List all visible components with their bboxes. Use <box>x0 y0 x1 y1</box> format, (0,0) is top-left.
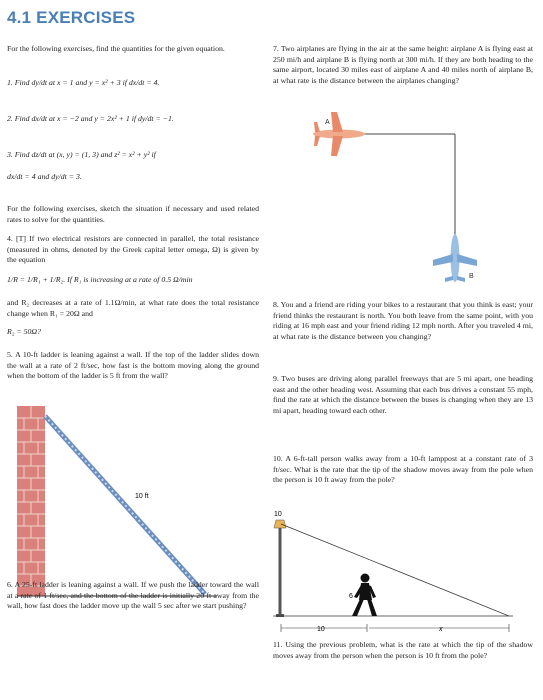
plane-b-label: B <box>469 273 474 280</box>
exercise-5: 5. A 10-ft ladder is leaning against a wall. If the top of the ladder slides down the wall at a rate of 2 ft/sec, how fast is the bottom moving along the ground when the bottom of the ladder is 5 ft from the wall? <box>7 350 259 381</box>
brick-wall <box>17 406 45 596</box>
exercise-1: 1. Find dy/dt at x = 1 and y = x² + 3 if dx/dt = 4. <box>7 78 160 87</box>
lamppost-figure <box>273 510 533 636</box>
exercise-2: 2. Find dx/dt at x = −2 and y = 2x² + 1 if dy/dt = −1. <box>7 114 174 123</box>
distance-label: 10 <box>317 626 325 633</box>
intro-text-2: For the following exercises, sketch the situation if necessary and used related rates to solve for the quantities. <box>7 204 259 224</box>
exercise-9: 9. Two buses are driving along parallel freeways that are 5 mi apart, one heading east and the other heading west. Assuming that each bus drives a constant 55 mph, find the rate at which the distance between the buses is changing when they are 13 mi apart, heading toward each other. <box>273 374 533 415</box>
light-ray-line <box>281 524 509 616</box>
page-title: 4.1 EXERCISES <box>7 8 136 27</box>
exercise-11: 11. Using the previous problem, what is the rate at which the tip of the shadow moves away from the person when the person is 10 ft from the pole? <box>273 640 533 660</box>
plane-a-label: A <box>325 119 330 126</box>
exercise-7: 7. Two airplanes are flying in the air at the same height: airplane A is flying east at 250 mi/h and airplane B is flying north at 300 mi/h. If they are both heading to the same airport, located 30 miles east of airplane A and 40 miles north of airplane B, at what rate is the distance between the airplanes changing? <box>273 44 533 85</box>
lamppost-icon <box>274 520 286 617</box>
left-column <box>7 44 259 694</box>
exercise-4-part3: and R₂ decreases at a rate of 1.1Ω/min, at what rate does the total resistance change when R₁ = 20Ω and <box>7 298 259 318</box>
airplanes-figure <box>293 106 513 286</box>
lamppost-height-label: 10 <box>274 511 282 518</box>
person-icon <box>352 574 377 617</box>
exercise-3-line2: dx/dt = 4 and dy/dt = 3. <box>7 172 82 181</box>
right-column <box>273 44 533 694</box>
exercise-4-part1: 4. [T] If two electrical resistors are connected in parallel, the total resistance (measured in ohms, denoted by the Greek capital letter omega, Ω) is given by the equation <box>7 234 259 265</box>
ladder-figure <box>7 402 259 602</box>
ladder-length-label: 10 ft <box>135 493 149 500</box>
exercise-6: 6. A 25-ft ladder is leaning against a wall. If we push the ladder toward the wall at a rate of 1 ft/sec, and the bottom of the ladder is initially 20 ft away from the wall, how fast does the ladder move up the wall 5 sec after we start pushing? <box>7 580 259 611</box>
ladder <box>45 416 205 594</box>
exercise-8: 8. You and a friend are riding your bikes to a restaurant that you think is east; your friend thinks the restaurant is north. You both leave from the same point, with you riding at 16 mph east and your friend riding 12 mph north. After you traveled 4 mi, at what rate is the distance between you changing? <box>273 300 533 341</box>
exercise-4-part2: 1/R = 1/R₁ + 1/R₂. If R₁ is increasing at a rate of 0.5 Ω/min <box>7 275 193 284</box>
airplane-a-icon <box>313 112 365 156</box>
exercise-4-part4: R₂ = 50Ω? <box>7 327 41 336</box>
exercise-10: 10. A 6-ft-tall person walks away from a 10-ft lamppost at a constant rate of 3 ft/sec. What is the rate that the tip of the shadow moves away from the pole when the person is 10 ft away from the pole? <box>273 454 533 485</box>
person-height-label: 6 <box>349 593 353 600</box>
exercise-3-line1: 3. Find dz/dt at (x, y) = (1, 3) and z² = x² + y² if <box>7 150 156 159</box>
shadow-x-label: x <box>439 626 443 633</box>
intro-text: For the following exercises, find the quantities for the given equation. <box>7 44 225 53</box>
